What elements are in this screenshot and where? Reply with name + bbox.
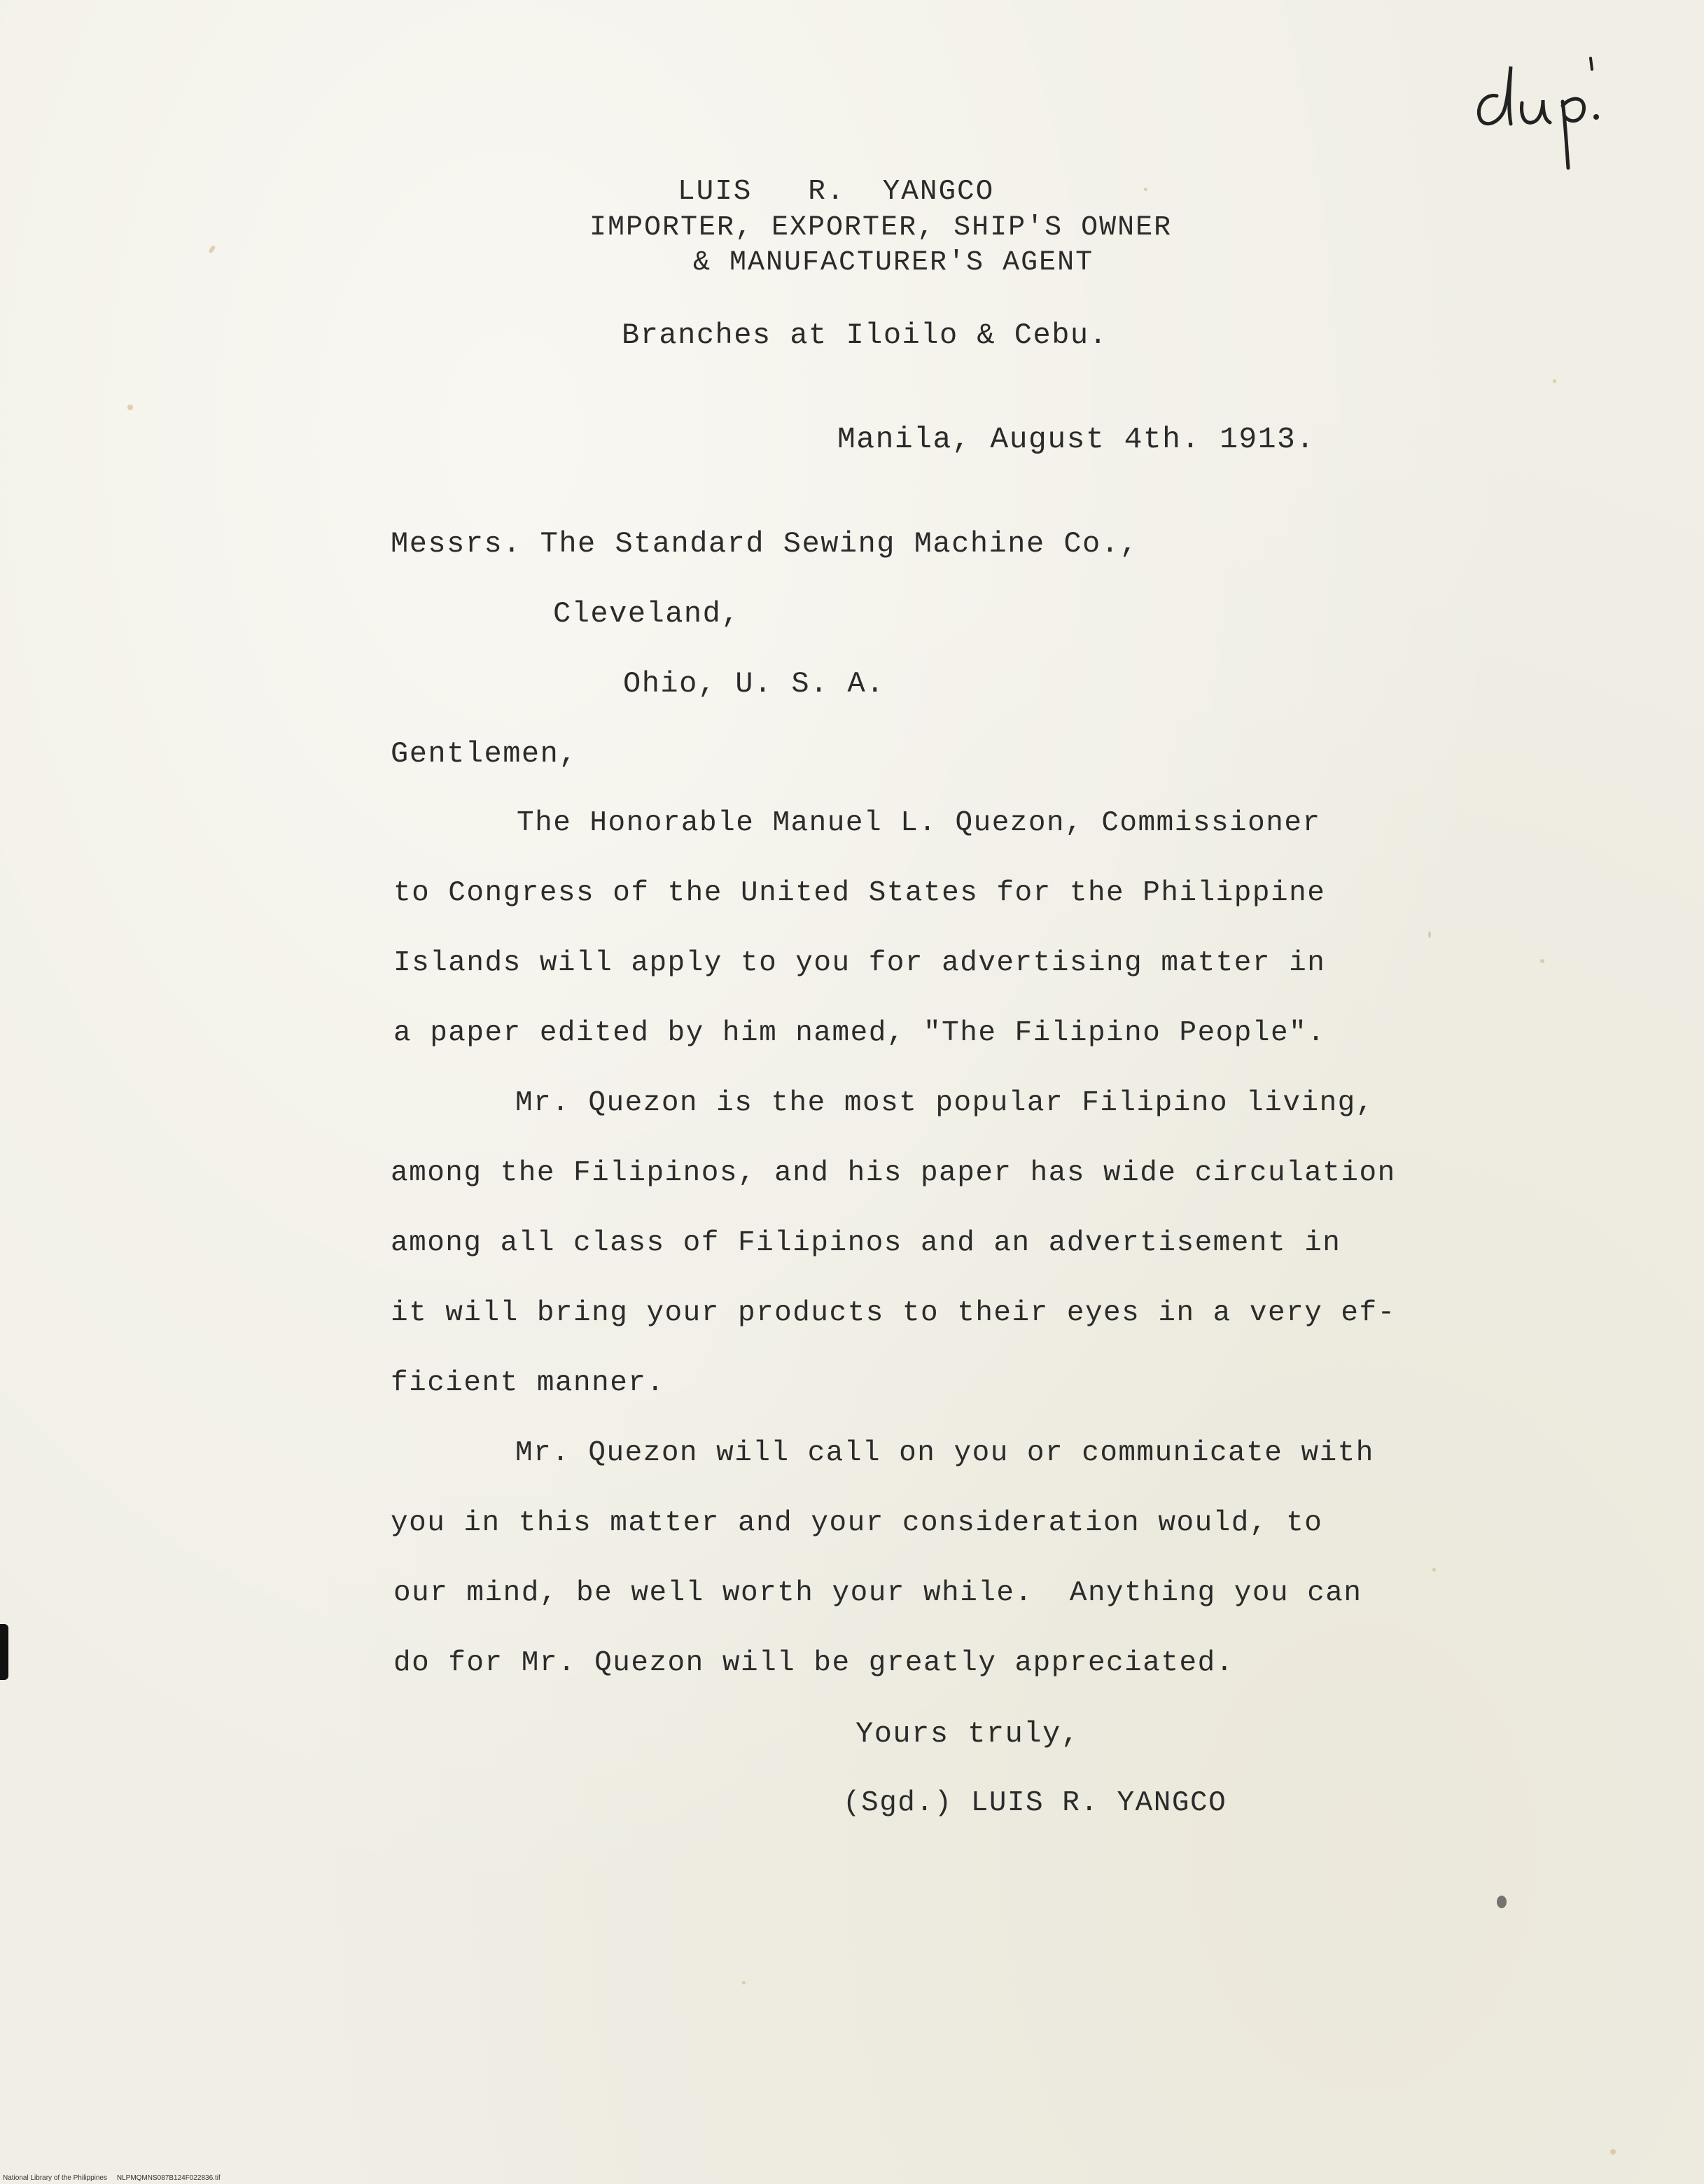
body-line: it will bring your products to their eyes in a very ef- bbox=[391, 1297, 1396, 1329]
body-line: a paper edited by him named, "The Filipino People". bbox=[393, 1017, 1326, 1049]
archive-footer: National Library of the Philippines NLPMQMNS087B124F022836.tif bbox=[3, 2174, 221, 2182]
body-line: Mr. Quezon is the most popular Filipino living, bbox=[515, 1087, 1374, 1119]
body-line: ficient manner. bbox=[391, 1367, 665, 1399]
body-line: Islands will apply to you for advertising matter in bbox=[393, 947, 1326, 979]
paper-fleck bbox=[1540, 959, 1544, 963]
paper-fleck bbox=[1497, 1896, 1507, 1908]
body-line: The Honorable Manuel L. Quezon, Commissioner bbox=[517, 807, 1321, 839]
body-line: our mind, be well worth your while. Anything you can bbox=[393, 1577, 1362, 1609]
paper-fleck bbox=[1432, 1568, 1436, 1572]
paper-fleck bbox=[1428, 931, 1431, 938]
dateline: Manila, August 4th. 1913. bbox=[837, 422, 1315, 456]
body-line: you in this matter and your consideration would, to bbox=[391, 1507, 1323, 1539]
letterhead-branches: Branches at Iloilo & Cebu. bbox=[622, 318, 1108, 352]
closing: Yours truly, bbox=[856, 1717, 1080, 1751]
recipient-line2: Cleveland, bbox=[553, 597, 741, 631]
letterhead-name: LUIS R. YANGCO bbox=[678, 176, 995, 208]
paper-fleck bbox=[1553, 379, 1556, 383]
recipient-line3: Ohio, U. S. A. bbox=[623, 667, 885, 701]
letterhead-line2: & MANUFACTURER'S AGENT bbox=[693, 247, 1094, 279]
salutation: Gentlemen, bbox=[391, 737, 578, 771]
body-line: to Congress of the United States for the Philippine bbox=[393, 877, 1326, 909]
edge-mark bbox=[0, 1624, 8, 1680]
paper-fleck bbox=[208, 244, 216, 253]
recipient-line1: Messrs. The Standard Sewing Machine Co., bbox=[391, 527, 1139, 561]
body-line: among all class of Filipinos and an advertisement in bbox=[391, 1227, 1341, 1259]
letterhead-line1: IMPORTER, EXPORTER, SHIP'S OWNER bbox=[589, 212, 1173, 244]
paper-fleck bbox=[742, 1981, 746, 1984]
paper-fleck bbox=[1144, 188, 1147, 191]
handwritten-annotation bbox=[1470, 38, 1617, 172]
signature: (Sgd.) LUIS R. YANGCO bbox=[843, 1787, 1227, 1819]
body-line: Mr. Quezon will call on you or communicate with bbox=[515, 1437, 1374, 1469]
paper-fleck bbox=[1610, 2149, 1616, 2155]
body-line: among the Filipinos, and his paper has wide circulation bbox=[391, 1157, 1396, 1189]
paper-fleck bbox=[127, 405, 133, 410]
body-line: do for Mr. Quezon will be greatly appreciated. bbox=[393, 1647, 1234, 1679]
